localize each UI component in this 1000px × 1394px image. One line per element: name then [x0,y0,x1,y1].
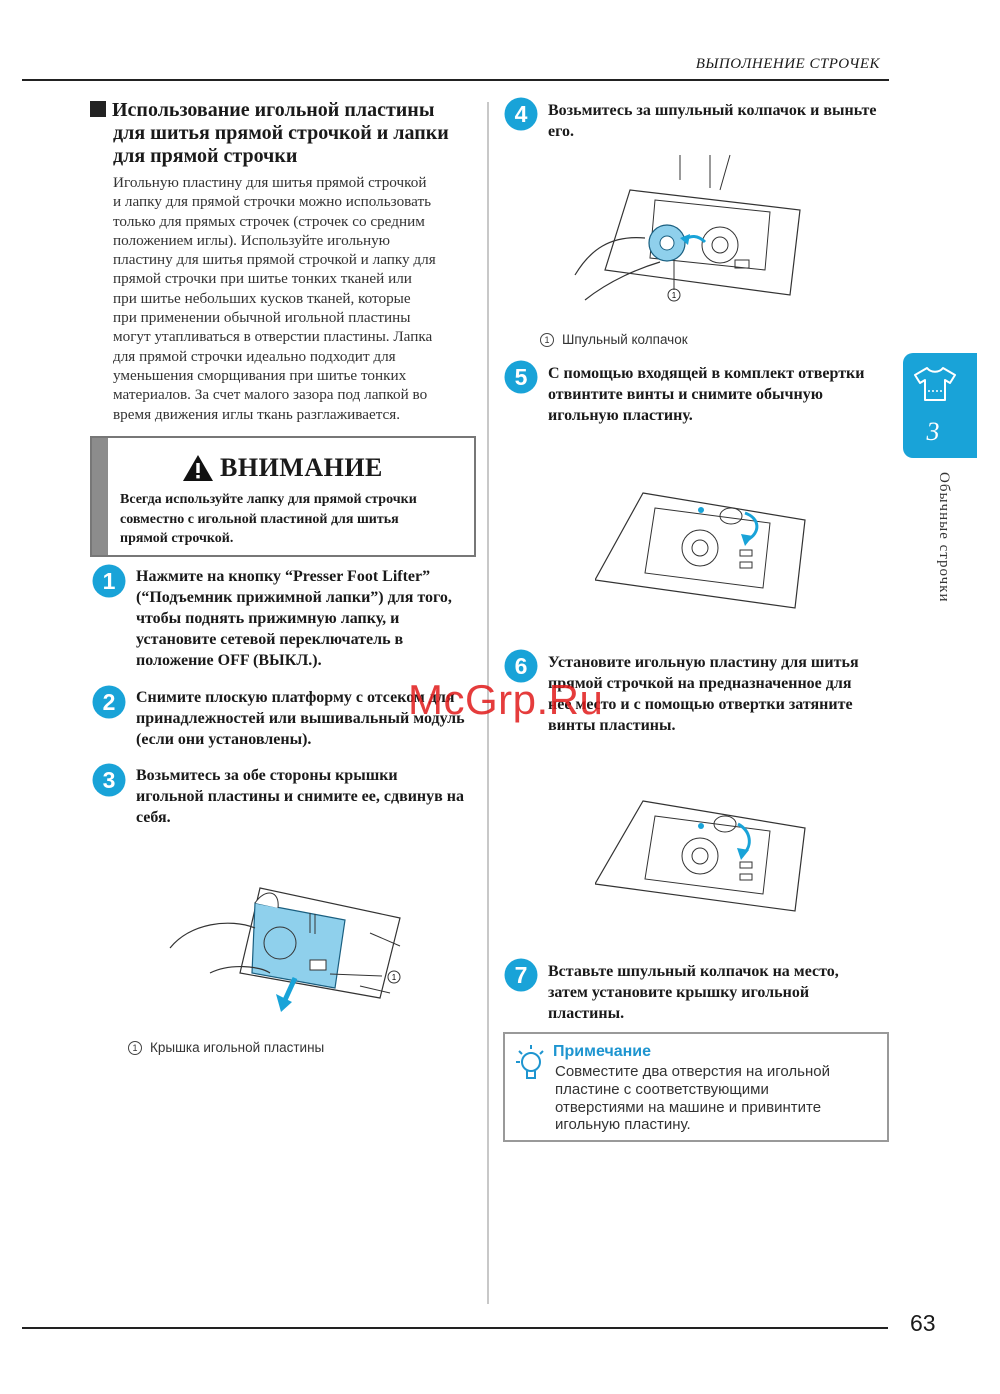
install-plate-illustration [595,796,810,916]
callout-marker: 1 [128,1041,142,1055]
watermark: McGrp.Ru [408,676,604,723]
step-line: нее место и с помощью отвертки затяните [548,696,853,713]
intro-line: могут утапливаться в отверстии пластины. Лапка [113,328,433,346]
square-bullet-icon [90,101,106,117]
page-number: 63 [910,1310,936,1336]
step-line: принадлежностей или вышивальный модуль [136,710,465,727]
intro-paragraph [113,173,473,424]
caution-title: ВНИМАНИЕ [220,453,383,482]
note-box [503,1032,889,1142]
caption-needle-plate-cover [128,1040,324,1055]
intro-line: пластину для шитья прямой строчкой и лапку для [113,251,436,269]
note-line: игольную пластину. [555,1116,691,1134]
section-title [90,99,480,168]
step-2-badge [92,685,126,719]
step-number: 7 [514,962,528,988]
step-line: положение OFF (ВЫКЛ.). [136,652,322,669]
svg-text:1: 1 [391,973,397,982]
step-5-badge [504,360,538,394]
step-4-text [548,100,893,142]
step-number: 3 [102,767,116,793]
caution-side-bar [92,438,108,555]
running-header: ВЫПОЛНЕНИЕ СТРОЧЕК [695,56,880,72]
step-3-badge [92,763,126,797]
svg-text:1: 1 [671,291,677,300]
intro-line: Игольную пластину для шитья прямой строчкой [113,174,427,191]
intro-line: положением иглы). Используйте игольную [113,231,391,249]
intro-line: при применении обычной игольной пластины [113,309,411,327]
caution-line: прямой строчкой. [120,531,234,546]
section-title-line: Использование игольной пластины [112,99,435,121]
intro-line: и лапку для прямой строчки можно использовать [113,193,432,211]
step-1-badge [92,564,126,598]
caption-text: Шпульный колпачок [562,332,688,347]
tshirt-icon [913,365,957,403]
bobbin-case-illustration [570,150,810,310]
step-3-text [136,765,481,828]
caution-line: Всегда используйте лапку для прямой строчки [120,492,417,507]
header-rule [22,79,889,81]
step-line: игольную пластину. [548,407,693,424]
step-7-text [548,961,893,1024]
step-line: Установите игольную пластину для шитья [548,654,859,671]
intro-line: прямой строчки при шитье тонких тканей или [113,270,412,288]
step-line: винты пластины. [548,717,676,734]
needle-plate-cover-illustration [160,878,420,1018]
note-line: Совместите два отверстия на игольной [555,1063,830,1080]
step-number: 5 [514,364,528,390]
step-number: 6 [514,653,528,679]
step-line: отвинтите винты и снимите обычную [548,386,823,403]
section-title-line: для шитья прямой строчкой и лапки [113,122,449,144]
step-line: (если они установлены). [136,731,312,748]
step-line: С помощью входящей в комплект отвертки [548,365,865,382]
callout-marker: 1 [540,333,554,347]
chapter-label: Обычные строчки [936,472,952,603]
step-4-badge [504,97,538,131]
note-line: отверстиями на машине и привинтите [555,1098,822,1116]
caption-bobbin-case [540,332,688,347]
step-line: затем установите крышку игольной [548,984,810,1001]
chapter-number: 3 [926,417,940,446]
section-title-line: для прямой строчки [113,145,298,167]
step-line: игольной пластины и снимите ее, сдвинув на [136,788,465,805]
caution-line: совместно с игольной пластиной для шитья [120,511,399,527]
caution-heading [182,453,383,483]
intro-line: при шитье небольших кусков тканей, которые [113,289,411,307]
warning-triangle-icon [182,454,214,482]
caution-box [90,436,476,557]
step-line: Нажмите на кнопку “Presser Foot Lifter” [136,568,431,585]
step-1-text [136,566,481,671]
step-line: пластины. [548,1005,625,1022]
chapter-tab[interactable] [903,353,977,458]
lightbulb-icon [515,1042,547,1082]
note-text [555,1063,875,1134]
step-number: 4 [514,101,528,127]
step-number: 1 [102,568,116,594]
step-line: (“Подъемник прижимной лапки”) для того, [136,589,452,606]
step-line: чтобы поднять прижимную лапку, и [136,610,400,627]
step-line: Вставьте шпульный колпачок на место, [548,963,839,980]
caption-text: Крышка игольной пластины [150,1040,325,1055]
intro-line: уменьшения сморщивания при шитье тонких [113,366,407,384]
step-line: Снимите плоскую платформу с отсеком для [136,689,455,706]
caution-text [120,490,460,549]
step-line: его. [548,123,574,140]
footer-rule [22,1327,888,1329]
step-line: Возьмитесь за обе стороны крышки [136,767,398,784]
step-7-badge [504,958,538,992]
step-line: себя. [136,809,171,826]
unscrew-plate-illustration [595,488,810,613]
note-line: пластине с соответствующими [555,1080,769,1098]
step-line: прямой строчкой на предназначенное для [548,675,852,692]
step-5-text [548,363,893,426]
intro-line: только для прямых строчек (строчек со средним [113,212,425,230]
step-line: Возьмитесь за шпульный колпачок и выньте [548,102,877,119]
step-line: установите сетевой переключатель в [136,631,404,648]
intro-line: время движения иглы ткань разглаживается. [113,405,401,423]
intro-line: материалов. За счет малого зазора под лапкой во [113,386,428,404]
step-number: 2 [102,689,116,715]
intro-line: для прямой строчки идеально подходит для [113,347,396,365]
note-title: Примечание [553,1043,652,1060]
